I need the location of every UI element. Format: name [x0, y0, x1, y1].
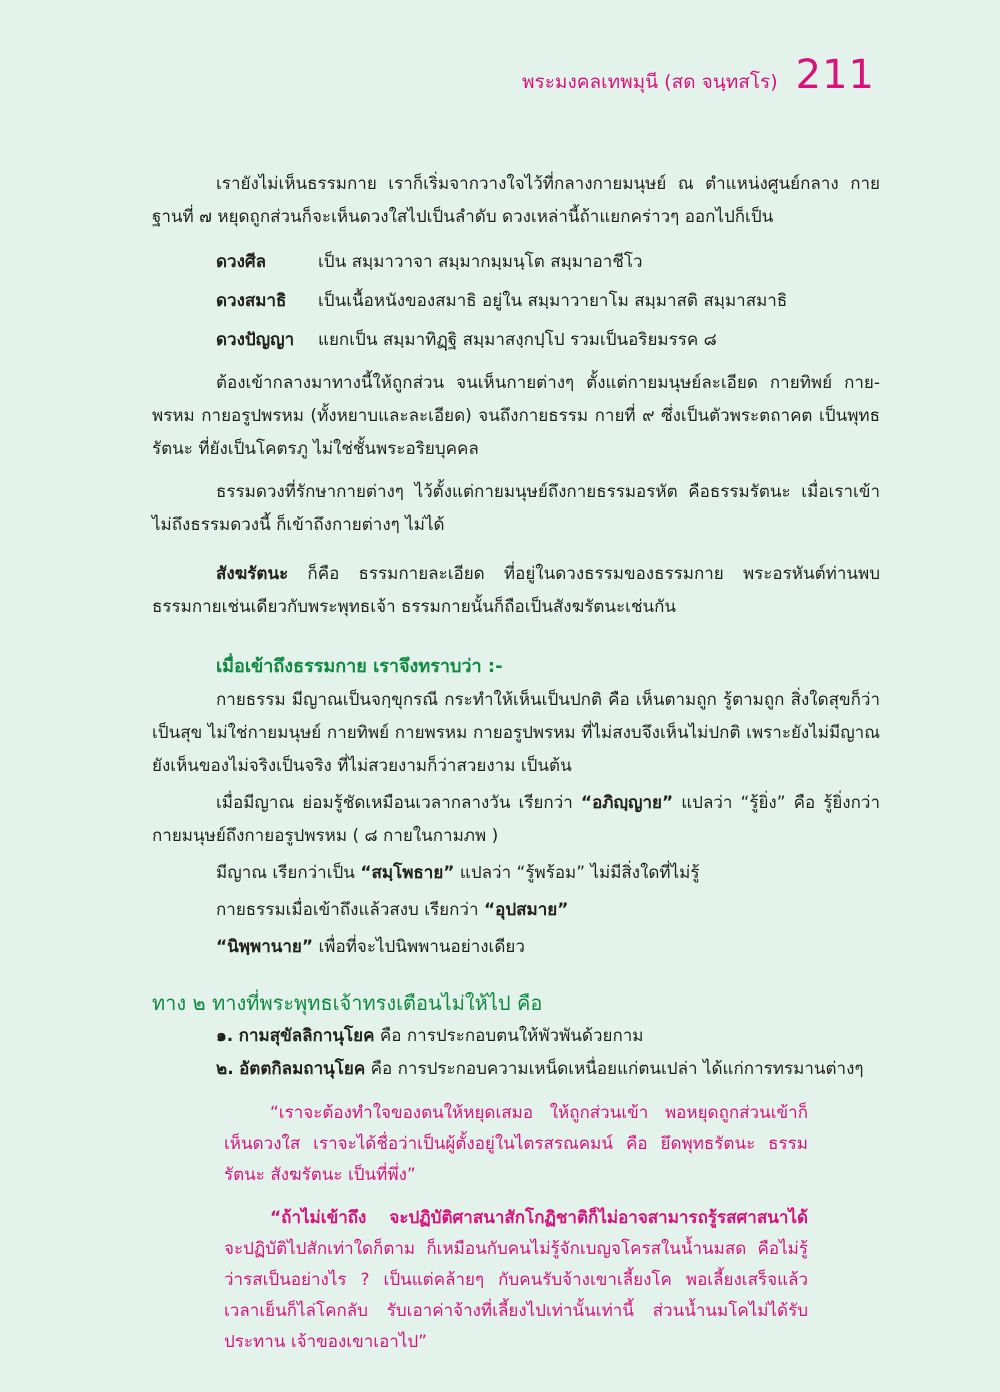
- quote-bold: “ถ้าไม่เข้าถึง จะปฏิบัติศาสนาสักโกฏิชาติก็ไม่อาจสามารถรู้รสศาสนาได้: [270, 1208, 808, 1228]
- list-number: ๒.: [216, 1059, 234, 1079]
- definition-row: [152, 246, 880, 279]
- definition-desc: เป็นเนื้อหนังของสมาธิ อยู่ใน สมฺมาวายาโม สมฺมาสติ สมฺมาสมาธิ: [318, 291, 788, 311]
- section-heading-dhammakaya: เมื่อเข้าถึงธรรมกาย เราจึงทราบว่า :-: [216, 656, 503, 677]
- upasamaya-term: “อุปสมาย”: [483, 900, 569, 920]
- paragraph-upasamaya: [152, 894, 880, 927]
- list-item: [152, 1053, 880, 1086]
- paragraph-bodies: ต้องเข้ากลางมาทางนี้ให้ถูกส่วน จนเห็นกายต่างๆ ตั้งแต่กายมนุษย์ละเอียด กายทิพย์ กาย-พรหม กายอรูปพรหม (ทั้งหยาบและละเอียด) จนถึงกายธรรม กายที่ ๙ ซึ่งเป็นตัวพระตถาคต เป็นพุทธรัตนะ ที่ยังเป็นโคตรภู ไม่ใช่ชั้นพระอริยบุคคล: [152, 373, 880, 459]
- nibbanaya-text: เพื่อที่จะไปนิพพานอย่างเดียว: [313, 937, 525, 957]
- list-term: อัตตกิลมถานุโยค: [239, 1059, 366, 1079]
- quote-block: [224, 1203, 808, 1358]
- quote-block: “เราจะต้องทำใจของตนให้หยุดเสมอ ให้ถูกส่วนเข้า พอหยุดถูกส่วนเข้าก็เห็นดวงใส เราจะได้ชื่อว่าเป็นผู้ตั้งอยู่ในไตรสรณคมน์ คือ ยึดพุทธรัตนะ ธรรมรัตนะ สังฆรัตนะ เป็นที่พึ่ง”: [224, 1103, 808, 1185]
- intro-paragraph: เรายังไม่เห็นธรรมกาย เราก็เริ่มจากวางใจไว้ที่กลางกายมนุษย์ ณ ตำแหน่งศูนย์กลาง กายฐานที่ ๗ หยุดถูกส่วนก็จะเห็นดวงใสไปเป็นลำดับ ดวงเหล่านี้ถ้าแยกคร่าวๆ ออกไปก็เป็น: [152, 174, 880, 227]
- paragraph-dhamma-ratana: ธรรมดวงที่รักษากายต่างๆ ไว้ตั้งแต่กายมนุษย์ถึงกายธรรมอรหัต คือธรรมรัตนะ เมื่อเราเข้าไม่ถึงธรรมดวงนี้ ก็เข้าถึงกายต่างๆ ไม่ได้: [152, 482, 880, 535]
- list-item: [152, 1020, 880, 1053]
- definition-desc: แยกเป็น สมฺมาทิฏฺฐิ สมฺมาสงฺกปฺโป รวมเป็นอริยมรรค ๘: [318, 330, 717, 350]
- sambodhaya-term: “สมฺโพธาย”: [360, 863, 455, 883]
- definition-term: ดวงสมาธิ: [216, 291, 287, 311]
- sangha-ratana-text: ก็คือ ธรรมกายละเอียด ที่อยู่ในดวงธรรมของธรรมกาย พระอรหันต์ท่านพบ ธรรมกายเช่นเดียวกับพระพุทธเจ้า ธรรมกายนั้นก็ถือเป็นสังฆรัตนะเช่นกัน: [152, 564, 880, 617]
- definition-row: [152, 324, 880, 357]
- abhinnaya-term: “อภิญฺญาย”: [580, 793, 674, 813]
- list-number: ๑.: [216, 1026, 234, 1046]
- list-desc: คือ การประกอบความเหน็ดเหนื่อยแก่ตนเปล่า ได้แก่การทรมานต่างๆ: [365, 1059, 864, 1079]
- paragraph-dhammakaya-vision: กายธรรม มีญาณเป็นจกฺขุกรณี กระทำให้เห็นเป็นปกติ คือ เห็นตามถูก รู้ตามถูก สิ่งใดสุขก็ว่าเป็นสุข ไม่ใช่กายมนุษย์ กายทิพย์ กายพรหม กายอรูปพรหม ที่ไม่สงบจึงเห็นไม่ปกติ เพราะยังไม่มีญาณ ยังเห็นของไม่จริงเป็นจริง ที่ไม่สวยงามก็ว่าสวยงาม เป็นต้น: [152, 690, 880, 776]
- definition-row: [152, 285, 880, 318]
- abhinnaya-text-b: แปลว่า “รู้ยิ่ง” คือ รู้ยิ่งกว่ากายมนุษย์ถึงกายอรูปพรหม ( ๘ กายในกามภพ ): [152, 793, 880, 846]
- sangha-ratana-term: สังฆรัตนะ: [216, 564, 289, 584]
- section-heading-two-paths: ทาง ๒ ทางที่พระพุทธเจ้าทรงเตือนไม่ให้ไป คือ: [152, 991, 543, 1015]
- paragraph-nibbanaya: [152, 931, 880, 964]
- nibbanaya-term: “นิพฺพานาย”: [216, 937, 314, 957]
- page-content: [152, 168, 880, 1358]
- list-desc: คือ การประกอบตนให้พัวพันด้วยกาม: [374, 1026, 644, 1046]
- quote-text: จะปฏิบัติไปสักเท่าใดก็ตาม ก็เหมือนกับคนไม่รู้จักเบญจโครสในน้ำนมสด คือไม่รู้ว่ารสเป็นอย่างไร ? เป็นแต่คล้ายๆ กับคนรับจ้างเขาเลี้ยงโค พอเลี้ยงเสร็จแล้ว เวลาเย็นก็ไล่โคกลับ รับเอาค่าจ้างที่เลี้ยงไปเท่านั้นเท่านี้ ส่วนน้ำนมโคไม่ได้รับประทาน เจ้าของเขาเอาไป”: [224, 1239, 808, 1352]
- definition-term: ดวงศีล: [216, 252, 267, 272]
- page-number: 211: [795, 52, 875, 98]
- abhinnaya-text-a: เมื่อมีญาณ ย่อมรู้ชัดเหมือนเวลากลางวัน เรียกว่า: [216, 793, 581, 813]
- sambodhaya-text-a: มีญาณ เรียกว่าเป็น: [216, 863, 361, 883]
- definition-term: ดวงปัญญา: [216, 330, 295, 350]
- definition-desc: เป็น สมฺมาวาจา สมฺมากมฺมนฺโต สมฺมาอาชีโว: [318, 252, 643, 272]
- list-term: กามสุขัลลิกานุโยค: [238, 1026, 375, 1046]
- sambodhaya-text-b: แปลว่า “รู้พร้อม” ไม่มีสิ่งใดที่ไม่รู้: [454, 863, 700, 883]
- paragraph-sambodhaya: [152, 857, 880, 890]
- paragraph-sangha-ratana: [152, 558, 880, 624]
- paragraph-abhinnaya: [152, 787, 880, 853]
- header-author: พระมงคลเทพมุนี (สด จนฺทสโร): [522, 71, 778, 93]
- page-header: [522, 52, 875, 98]
- upasamaya-text: กายธรรมเมื่อเข้าถึงแล้วสงบ เรียกว่า: [216, 900, 484, 920]
